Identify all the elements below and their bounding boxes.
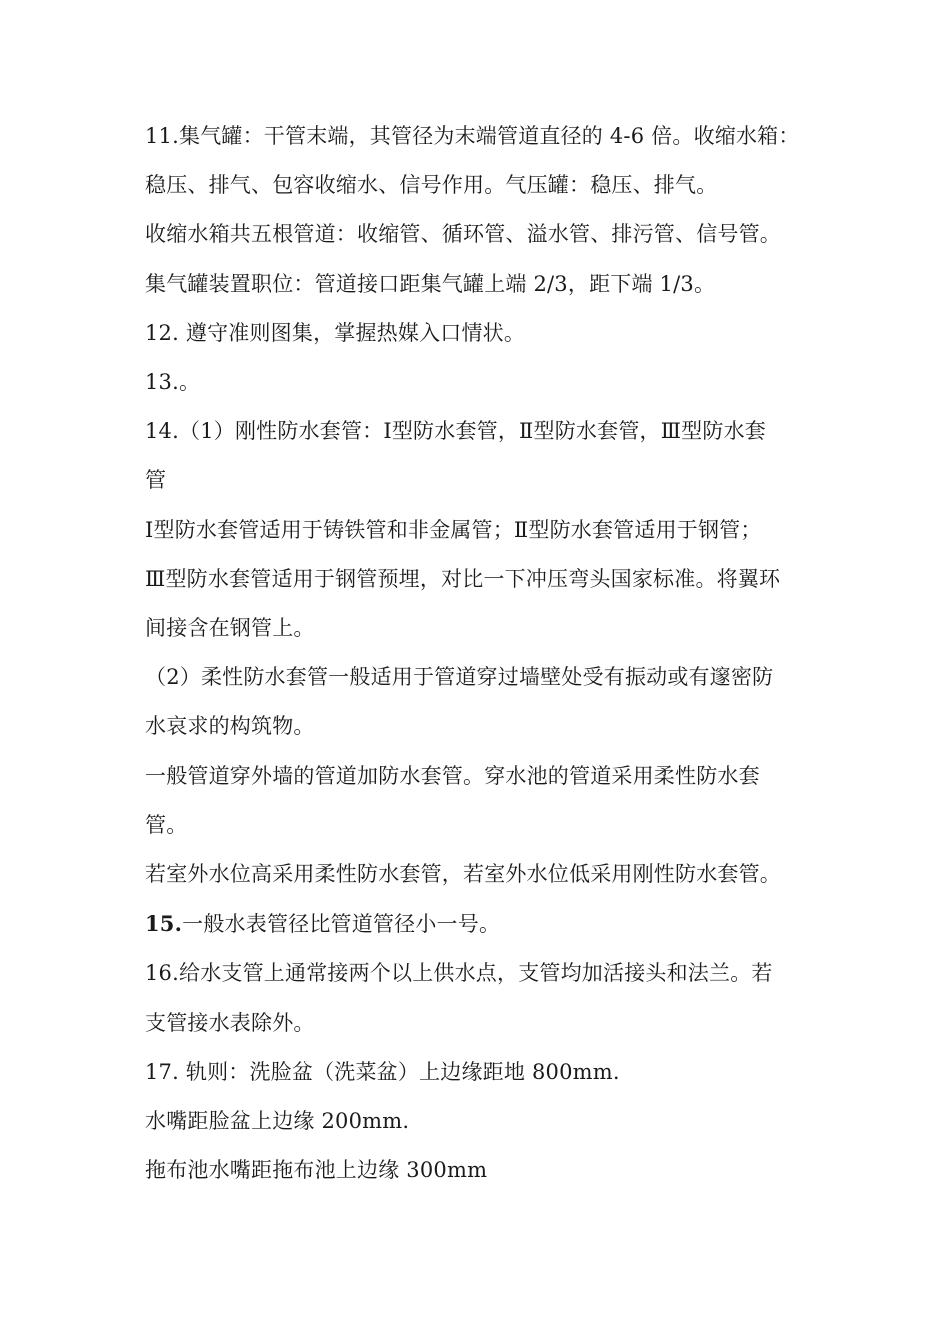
line-expansion-tank-pipes: 收缩水箱共五根管道：收缩管、循环管、溢水管、排污管、信号管。: [145, 222, 781, 247]
line-11-continued: 稳压、排气、包容收缩水、信号作用。气压罐：稳压、排气。: [145, 173, 718, 198]
line-type3-usage-cont: 间接含在钢管上。: [145, 616, 315, 641]
document-body: [145, 112, 825, 1195]
line-type3-usage: Ⅲ型防水套管适用于钢管预埋，对比一下冲压弯头国家标准。将翼环: [145, 566, 781, 591]
line-outer-wall-cont: 管。: [145, 812, 188, 837]
line-16-cont: 支管接水表除外。: [145, 1010, 315, 1035]
item-15-number: 15.: [145, 911, 183, 937]
line-11-collector: 11.集气罐：干管末端，其管径为末端管道直径的 4-6 倍。收缩水箱：: [145, 124, 800, 148]
line-17-faucet: 水嘴距脸盆上边缘 200mm.: [145, 1109, 410, 1134]
line-16: 16.给水支管上通常接两个以上供水点，支管均加活接头和法兰。若: [145, 961, 773, 986]
line-12: 12. 遵守准则图集，掌握热媒入口情状。: [145, 320, 526, 345]
line-14-flexible-cont: 水哀求的构筑物。: [145, 714, 315, 739]
line-15: [145, 899, 825, 949]
line-14-rigid-cont: 管: [145, 468, 167, 493]
line-14-flexible: （2）柔性防水套管一般适用于管道穿过墙壁处受有振动或有邃密防: [145, 665, 774, 690]
line-collector-position: 集气罐装置职位：管道接口距集气罐上端 2/3，距下端 1/3。: [145, 271, 716, 296]
line-15-text: 一般水表管径比管道管径小一号。: [182, 912, 501, 937]
line-17: 17. 轨则：洗脸盆（洗菜盆）上边缘距地 800mm.: [145, 1059, 620, 1084]
line-outer-wall: 一般管道穿外墙的管道加防水套管。穿水池的管道采用柔性防水套: [145, 763, 760, 788]
line-13: 13.。: [145, 370, 201, 395]
line-type-usage: Ⅰ型防水套管适用于铸铁管和非金属管；Ⅱ型防水套管适用于钢管；: [145, 517, 762, 542]
line-14-rigid: 14.（1）刚性防水套管：Ⅰ型防水套管，Ⅱ型防水套管，Ⅲ型防水套: [145, 419, 766, 444]
line-water-level: 若室外水位高采用柔性防水套管，若室外水位低采用刚性防水套管。: [145, 862, 781, 887]
line-17-mop-sink: 拖布池水嘴距拖布池上边缘 300mm: [145, 1158, 488, 1183]
